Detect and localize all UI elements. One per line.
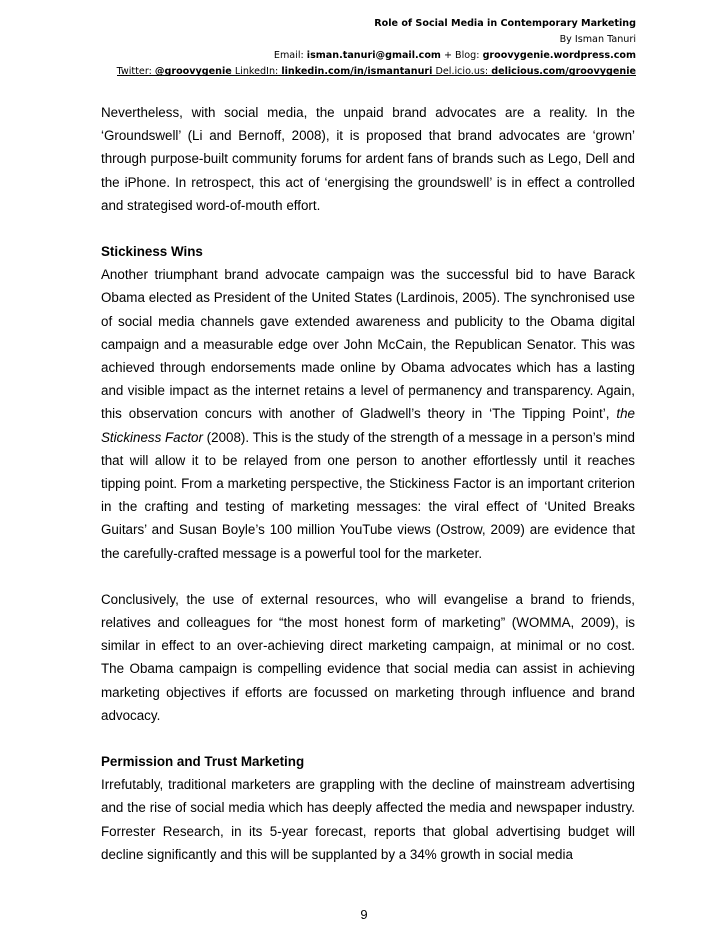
- paragraph-obama-campaign: [101, 263, 635, 565]
- delicious-link[interactable]: delicious.com/groovygenie: [491, 66, 636, 77]
- header-author: By Isman Tanuri: [559, 34, 636, 45]
- paragraph-groundswell: Nevertheless, with social media, the unpaid brand advocates are a reality. In the ‘Groundswell’ (Li and Bernoff, 2008), it is proposed that brand advocates are ‘grown’ through purpose-built community forums for ardent fans of brands such as Lego, Dell and the iPhone. In retrospect, this act of ‘energising the groundswell’ is in effect a controlled and strategised word-of-mouth effort.: [101, 105, 635, 213]
- paragraph-spacer: [101, 217, 635, 240]
- header-contact-line: [76, 48, 636, 64]
- italic-term: the Stickiness Factor: [101, 406, 635, 445]
- blog-link[interactable]: groovygenie.wordpress.com: [482, 50, 636, 61]
- paragraph-text: (2008). This is the study of the strength of a message in a person’s mind that will allow it to be relayed from one person to another effortlessly until it reaches tipping point. From a marketing perspective, the Stickiness Factor is an important criterion in the crafting and testing of marketing messages: the viral effect of ‘United Breaks Guitars’ and Susan Boyle’s 100 million YouTube views (Ostrow, 2009) are evidence that the carefully-crafted message is a powerful tool for the marketer.: [101, 429, 635, 561]
- email-link[interactable]: isman.tanuri@gmail.com: [306, 50, 441, 61]
- page-header: [76, 16, 636, 80]
- paragraph-text: Another triumphant brand advocate campaign was the successful bid to have Barack Obama elected as President of the United States (Lardinois, 2005). The synchronised use of social media channels gave extended awareness and publicity to the Obama digital campaign and a measurable edge over John McCain, the Republican Senator. This was achieved through endorsements made online by Obama advocates which has a lasting and visible impact as the internet retains a level of permanency and transparency. Again, this observation concurs with another of Gladwell’s theory in ‘The Tipping Point’,: [101, 267, 635, 422]
- page-number: 9: [360, 907, 368, 922]
- paragraph-spacer: [101, 727, 635, 750]
- header-divider: [117, 75, 636, 76]
- twitter-link[interactable]: @groovygenie: [154, 66, 232, 77]
- twitter-label: Twitter:: [116, 66, 155, 77]
- page-body: [101, 101, 635, 866]
- linkedin-link[interactable]: linkedin.com/in/ismantanuri: [281, 66, 433, 77]
- delicious-label: Del.icio.us:: [432, 66, 492, 77]
- email-label: Email:: [273, 50, 307, 61]
- header-social-line: [76, 64, 636, 80]
- paragraph-traditional-marketers: Irrefutably, traditional marketers are grappling with the decline of mainstream advertising and the rise of social media which has deeply affected the media and newspaper industry. Forrester Research, in its 5-year forecast, reports that global advertising budget will decline significantly and this will be supplanted by a 34% growth in social media: [101, 777, 635, 862]
- section-heading-permission: Permission and Trust Marketing: [101, 754, 305, 770]
- paragraph-spacer: [101, 565, 635, 588]
- linkedin-label: LinkedIn:: [231, 66, 282, 77]
- header-title: Role of Social Media in Contemporary Marketing: [374, 18, 636, 29]
- blog-label: + Blog:: [440, 50, 483, 61]
- paragraph-conclusion: Conclusively, the use of external resources, who will evangelise a brand to friends, relatives and colleagues for “the most honest form of marketing” (WOMMA, 2009), is similar in effect to an over-achieving direct marketing campaign, at minimal or no cost. The Obama campaign is compelling evidence that social media can assist in achieving marketing objectives if efforts are focussed on marketing through influence and brand advocacy.: [101, 591, 635, 723]
- section-heading-stickiness: Stickiness Wins: [101, 244, 203, 260]
